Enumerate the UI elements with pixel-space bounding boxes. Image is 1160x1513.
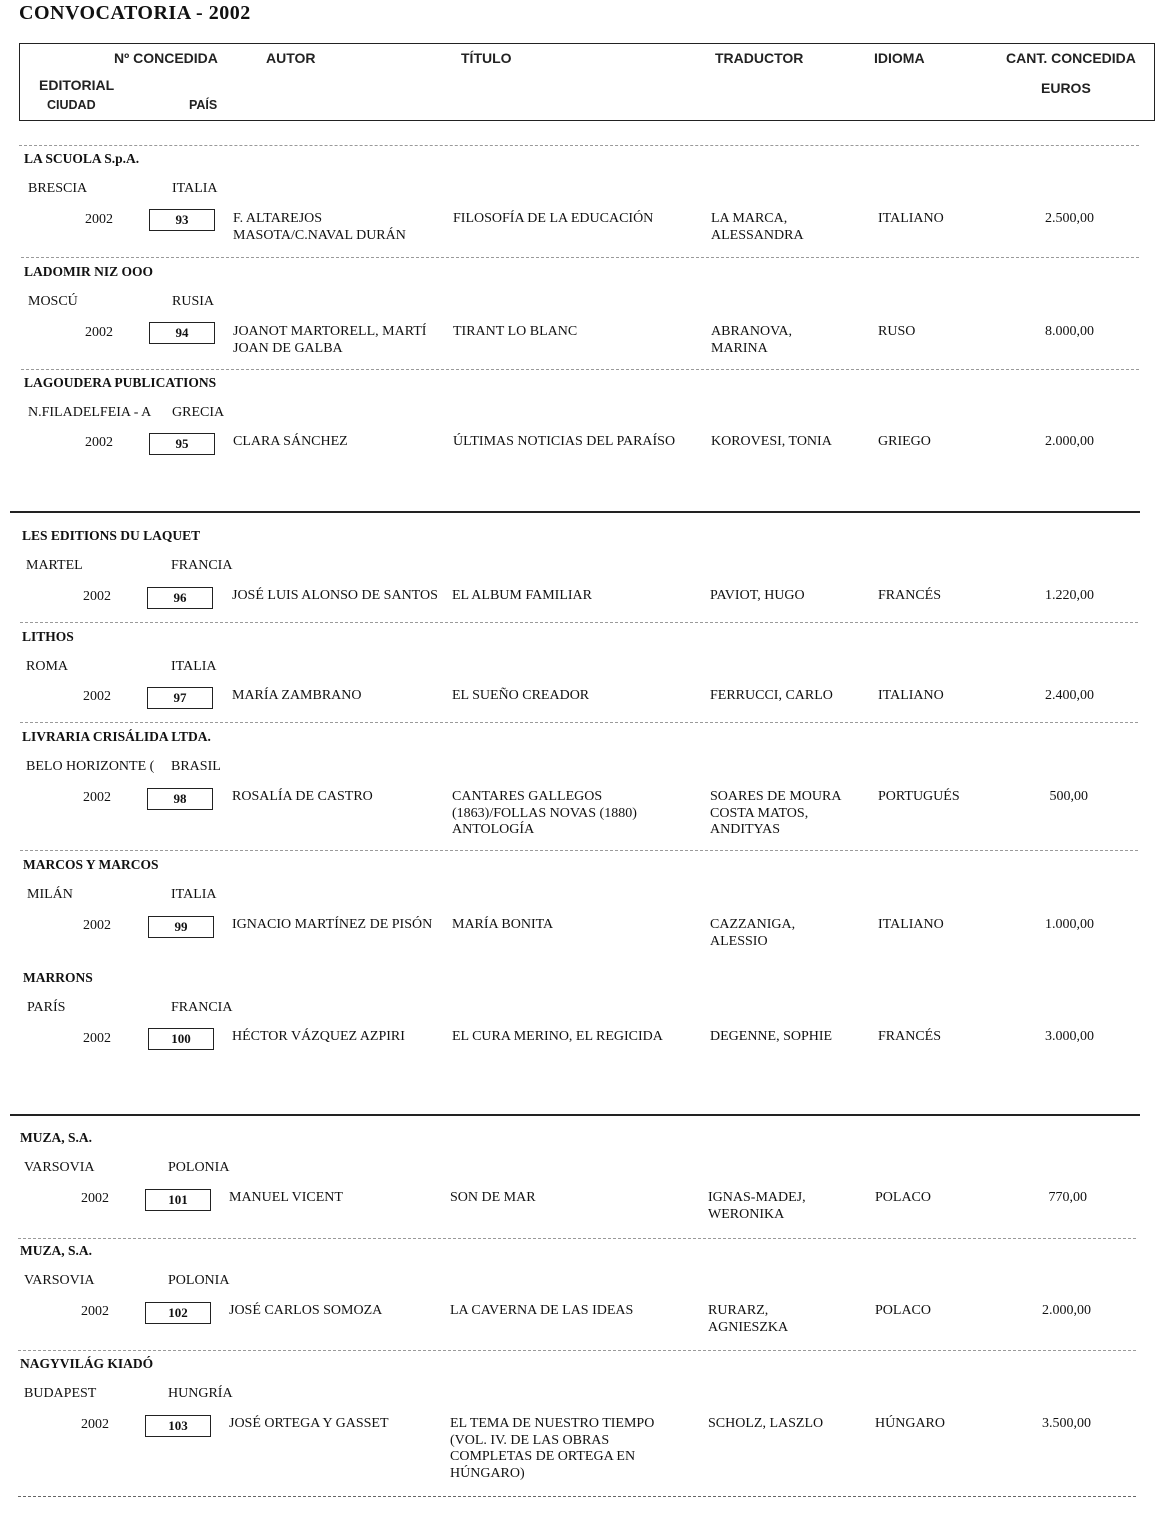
divider	[20, 850, 1138, 851]
editorial-city: VARSOVIA	[24, 1273, 95, 1288]
year: 2002	[83, 1031, 111, 1046]
author: JOANOT MARTORELL, MARTÍ JOAN DE GALBA	[233, 324, 427, 356]
amount: 2.000,00	[1042, 1303, 1091, 1318]
author: CLARA SÁNCHEZ	[233, 434, 348, 449]
year: 2002	[83, 689, 111, 704]
entry-102	[0, 1243, 1160, 1353]
header-ciudad: CIUDAD	[47, 98, 96, 112]
editorial-country: BRASIL	[171, 759, 221, 774]
entry-101	[0, 1130, 1160, 1240]
editorial-name: MUZA, S.A.	[20, 1243, 93, 1258]
editorial-name: LES EDITIONS DU LAQUET	[22, 528, 201, 543]
translator: SCHOLZ, LASZLO	[708, 1416, 824, 1431]
editorial-city: MOSCÚ	[28, 294, 78, 309]
divider	[21, 369, 1139, 370]
amount: 1.220,00	[1045, 588, 1094, 603]
translator: RURARZ, AGNIESZKA	[708, 1303, 789, 1335]
translator: CAZZANIGA, ALESSIO	[710, 917, 796, 949]
page-break-line	[10, 511, 1140, 513]
author: F. ALTAREJOS MASOTA/C.NAVAL DURÁN	[233, 211, 406, 243]
year: 2002	[81, 1304, 109, 1319]
language: POLACO	[875, 1303, 932, 1318]
language: ITALIANO	[878, 917, 944, 932]
header-euros: EUROS	[1041, 80, 1091, 96]
editorial-country: HUNGRÍA	[168, 1386, 233, 1401]
editorial-name: MUZA, S.A.	[20, 1130, 93, 1145]
editorial-city: PARÍS	[27, 1000, 66, 1015]
editorial-city: MILÁN	[27, 887, 73, 902]
divider	[20, 722, 1138, 723]
translator: PAVIOT, HUGO	[710, 588, 805, 603]
editorial-name: LITHOS	[22, 629, 74, 644]
grant-number: 97	[147, 687, 213, 709]
language: HÚNGARO	[875, 1416, 945, 1431]
year: 2002	[85, 212, 113, 227]
year: 2002	[83, 589, 111, 604]
author: JOSÉ CARLOS SOMOZA	[229, 1303, 383, 1318]
language: FRANCÉS	[878, 588, 942, 603]
author: HÉCTOR VÁZQUEZ AZPIRI	[232, 1029, 405, 1044]
editorial-name: LIVRARIA CRISÁLIDA LTDA.	[22, 729, 211, 744]
divider	[18, 1496, 1136, 1497]
grant-number: 100	[148, 1028, 214, 1050]
book-title: MARÍA BONITA	[452, 917, 554, 932]
language: RUSO	[878, 324, 916, 339]
header-no-concedida: Nº CONCEDIDA	[114, 50, 218, 66]
translator: KOROVESI, TONIA	[711, 434, 832, 449]
year: 2002	[85, 435, 113, 450]
column-header-box	[19, 43, 1155, 121]
author: MARÍA ZAMBRANO	[232, 688, 362, 703]
editorial-name: LAGOUDERA PUBLICATIONS	[24, 375, 217, 390]
editorial-country: ITALIA	[171, 887, 217, 902]
book-title: CANTARES GALLEGOS (1863)/FOLLAS NOVAS (1880) ANTOLOGÍA	[452, 789, 637, 837]
editorial-name: NAGYVILÁG KIADÓ	[20, 1356, 154, 1371]
grant-number: 99	[148, 916, 214, 938]
book-title: EL TEMA DE NUESTRO TIEMPO (VOL. IV. DE LAS OBRAS COMPLETAS DE ORTEGA EN HÚNGARO)	[450, 1416, 655, 1481]
book-title: EL CURA MERINO, EL REGICIDA	[452, 1029, 663, 1044]
editorial-country: FRANCIA	[171, 558, 233, 573]
header-pais: PAÍS	[189, 98, 218, 112]
editorial-country: POLONIA	[168, 1273, 230, 1288]
year: 2002	[81, 1417, 109, 1432]
book-title: FILOSOFÍA DE LA EDUCACIÓN	[453, 211, 654, 226]
book-title: ÚLTIMAS NOTICIAS DEL PARAÍSO	[453, 434, 676, 449]
language: ITALIANO	[878, 211, 944, 226]
book-title: LA CAVERNA DE LAS IDEAS	[450, 1303, 634, 1318]
amount: 2.000,00	[1045, 434, 1094, 449]
amount: 500,00	[1049, 789, 1088, 804]
editorial-country: FRANCIA	[171, 1000, 233, 1015]
year: 2002	[83, 918, 111, 933]
grant-number: 93	[149, 209, 215, 231]
divider	[19, 145, 1139, 146]
entry-98	[0, 729, 1160, 854]
divider	[20, 622, 1138, 623]
editorial-country: ITALIA	[172, 181, 218, 196]
book-title: SON DE MAR	[450, 1190, 536, 1205]
header-idioma: IDIOMA	[874, 50, 925, 66]
language: GRIEGO	[878, 434, 931, 449]
grant-number: 101	[145, 1189, 211, 1211]
translator: DEGENNE, SOPHIE	[710, 1029, 833, 1044]
page-break-line	[10, 1114, 1140, 1116]
entry-95	[0, 375, 1160, 485]
grant-number: 98	[147, 788, 213, 810]
editorial-name: LADOMIR NIZ OOO	[24, 264, 154, 279]
grant-number: 96	[147, 587, 213, 609]
editorial-city: BUDAPEST	[24, 1386, 97, 1401]
entry-94	[0, 264, 1160, 374]
editorial-country: ITALIA	[171, 659, 217, 674]
grant-number: 94	[149, 322, 215, 344]
translator: IGNAS-MADEJ, WERONIKA	[708, 1190, 806, 1222]
header-autor: AUTOR	[266, 50, 316, 66]
author: IGNACIO MARTÍNEZ DE PISÓN	[232, 917, 433, 932]
book-title: EL SUEÑO CREADOR	[452, 688, 590, 703]
header-editorial: EDITORIAL	[39, 77, 115, 93]
amount: 3.000,00	[1045, 1029, 1094, 1044]
entry-93	[0, 151, 1160, 261]
amount: 2.400,00	[1045, 688, 1094, 703]
translator: FERRUCCI, CARLO	[710, 688, 833, 703]
editorial-country: POLONIA	[168, 1160, 230, 1175]
editorial-city: BELO HORIZONTE (	[26, 759, 155, 774]
header-cant-concedida: CANT. CONCEDIDA	[1006, 50, 1136, 66]
editorial-country: GRECIA	[172, 405, 225, 420]
editorial-city: BRESCIA	[28, 181, 88, 196]
year: 2002	[83, 790, 111, 805]
language: FRANCÉS	[878, 1029, 942, 1044]
amount: 2.500,00	[1045, 211, 1094, 226]
editorial-city: ROMA	[26, 659, 69, 674]
year: 2002	[81, 1191, 109, 1206]
grant-number: 102	[145, 1302, 211, 1324]
entry-103	[0, 1356, 1160, 1496]
divider	[21, 257, 1139, 258]
translator: LA MARCA, ALESSANDRA	[711, 211, 804, 243]
book-title: EL ALBUM FAMILIAR	[452, 588, 592, 603]
amount: 3.500,00	[1042, 1416, 1091, 1431]
header-titulo: TÍTULO	[461, 50, 512, 66]
editorial-city: VARSOVIA	[24, 1160, 95, 1175]
language: POLACO	[875, 1190, 932, 1205]
divider	[18, 1350, 1136, 1351]
language: PORTUGUÉS	[878, 789, 960, 804]
divider	[18, 1238, 1136, 1239]
language: ITALIANO	[878, 688, 944, 703]
grant-number: 95	[149, 433, 215, 455]
entry-99	[0, 857, 1160, 967]
amount: 770,00	[1048, 1190, 1087, 1205]
entry-97	[0, 629, 1160, 729]
author: JOSÉ LUIS ALONSO DE SANTOS	[232, 588, 438, 603]
document-title: CONVOCATORIA - 2002	[19, 2, 251, 24]
grant-number: 103	[145, 1415, 211, 1437]
editorial-name: LA SCUOLA S.p.A.	[24, 151, 140, 166]
editorial-city: MARTEL	[26, 558, 83, 573]
year: 2002	[85, 325, 113, 340]
author: JOSÉ ORTEGA Y GASSET	[229, 1416, 389, 1431]
entry-100	[0, 970, 1160, 1080]
editorial-country: RUSIA	[172, 294, 215, 309]
editorial-city: N.FILADELFEIA - A	[28, 405, 152, 420]
author: MANUEL VICENT	[229, 1190, 343, 1205]
header-traductor: TRADUCTOR	[715, 50, 804, 66]
translator: ABRANOVA, MARINA	[711, 324, 793, 356]
amount: 8.000,00	[1045, 324, 1094, 339]
book-title: TIRANT LO BLANC	[453, 324, 578, 339]
editorial-name: MARCOS Y MARCOS	[23, 857, 159, 872]
amount: 1.000,00	[1045, 917, 1094, 932]
author: ROSALÍA DE CASTRO	[232, 789, 373, 804]
editorial-name: MARRONS	[23, 970, 93, 985]
translator: SOARES DE MOURA COSTA MATOS, ANDITYAS	[710, 789, 842, 837]
